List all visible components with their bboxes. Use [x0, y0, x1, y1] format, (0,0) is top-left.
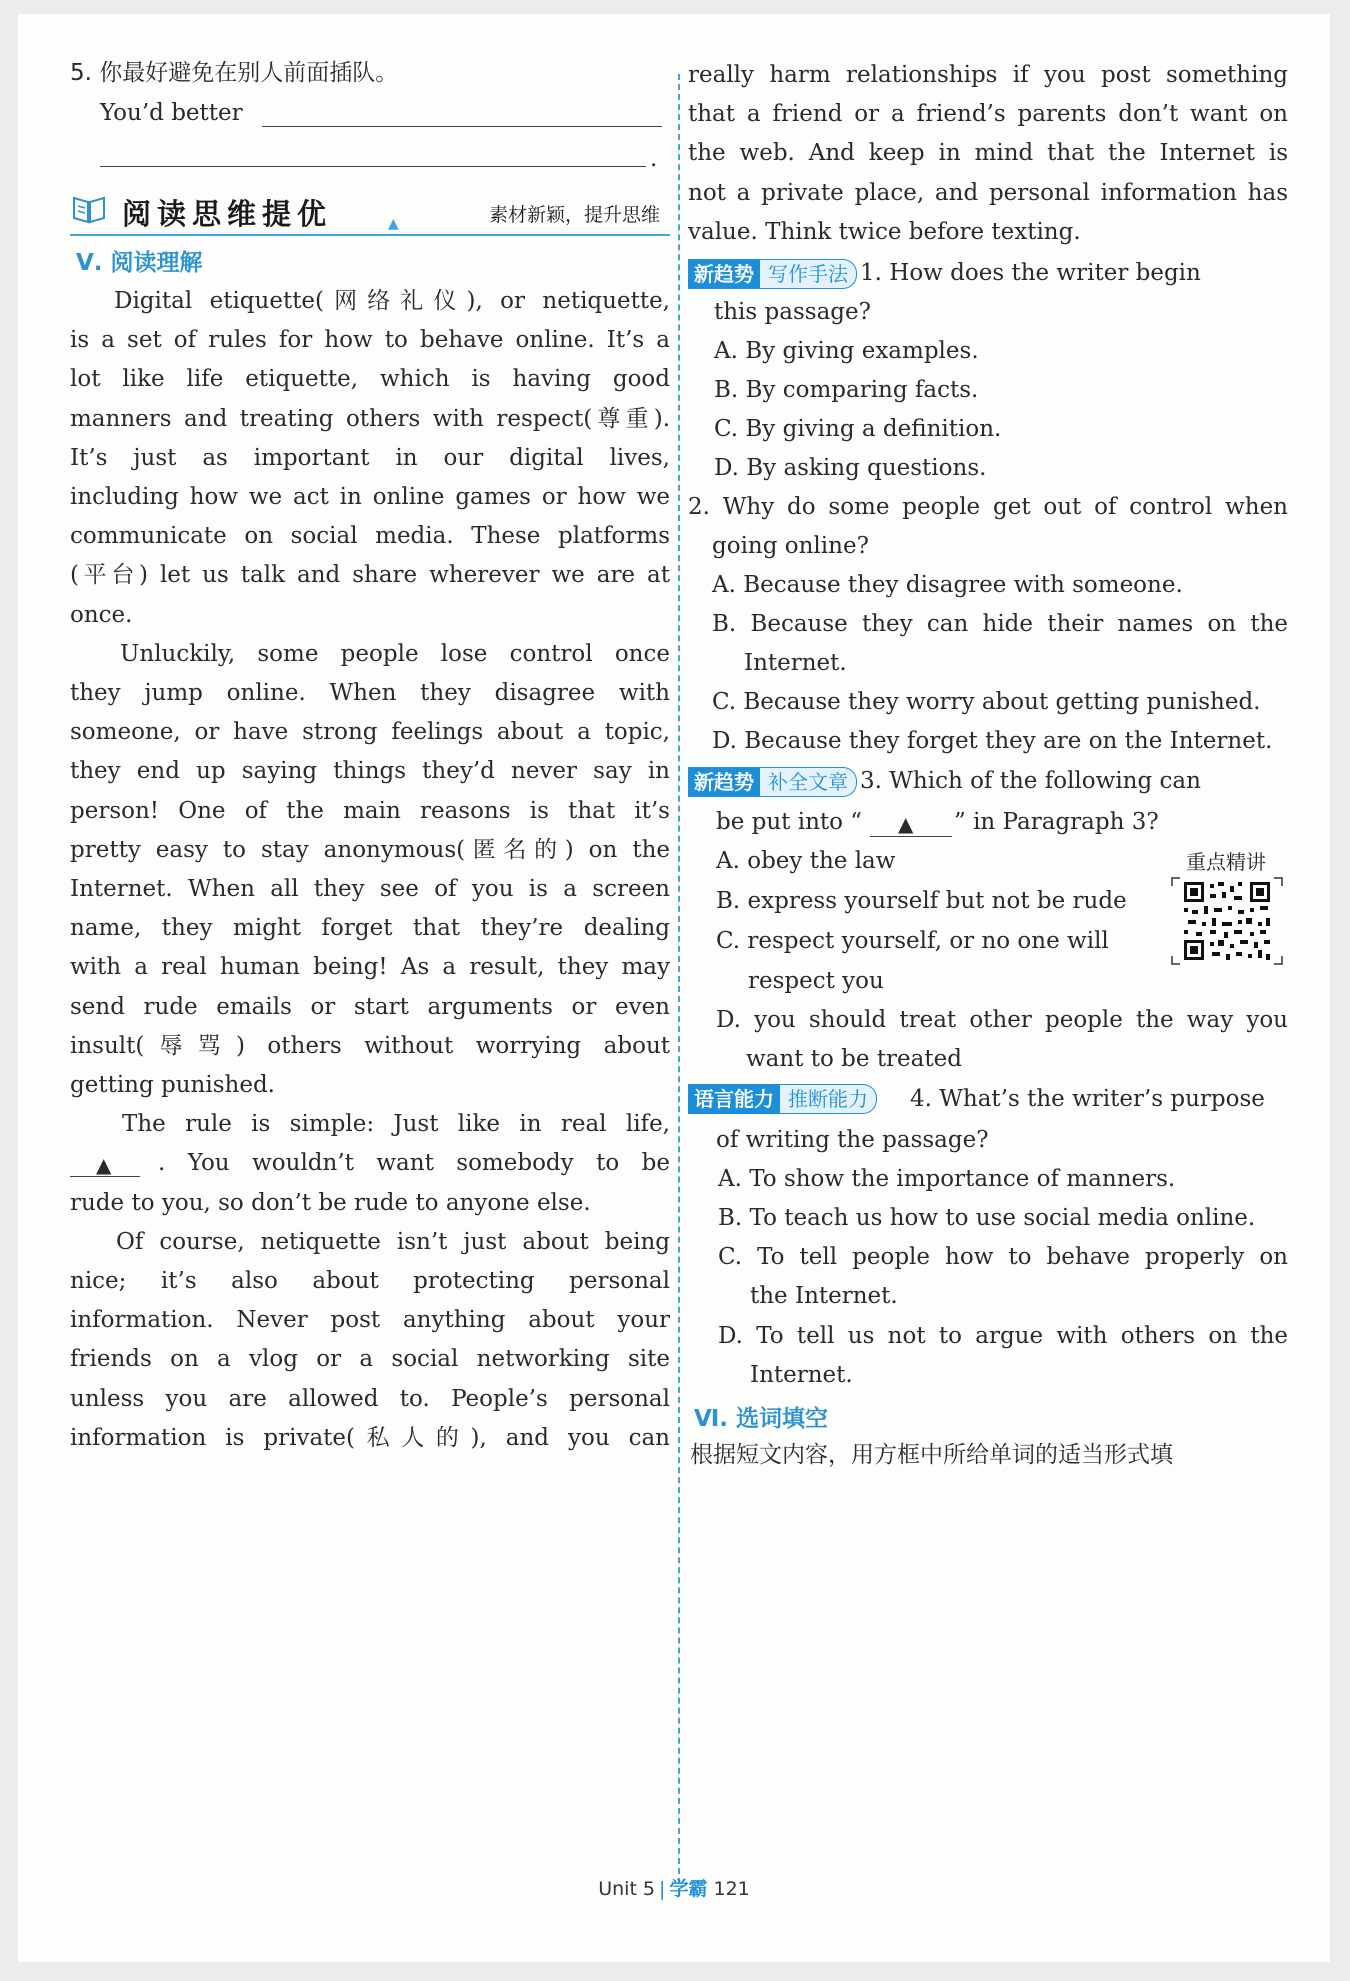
- passage-line: with a real human being! As a result, they may: [70, 954, 670, 981]
- q3-option-c[interactable]: C. respect yourself, or no one will: [716, 928, 1109, 954]
- passage-line: Digital etiquette(网络礼仪), or netiquette,: [114, 288, 670, 314]
- passage-line: Of course, netiquette isn’t just about being: [116, 1228, 670, 1255]
- section-title: 阅读思维提优: [122, 197, 333, 231]
- q2-option-c[interactable]: C. Because they worry about getting punished.: [712, 689, 1261, 715]
- q1-stem-cont: this passage?: [714, 299, 871, 325]
- q3-option-a[interactable]: A. obey the law: [716, 848, 896, 874]
- passage-line: someone, or have strong feelings about a topic,: [70, 719, 670, 746]
- q4-option-c-cont: the Internet.: [750, 1283, 898, 1309]
- worksheet-page: [18, 14, 1330, 1962]
- q4-stem-cont: of writing the passage?: [716, 1127, 989, 1153]
- footer-page-number: 121: [713, 1878, 750, 1900]
- q4-option-a[interactable]: A. To show the importance of manners.: [718, 1166, 1176, 1192]
- q2-option-d[interactable]: D. Because they forget they are on the Internet.: [712, 728, 1273, 754]
- passage-line: that a friend or a friend’s parents don’t want on: [688, 101, 1288, 128]
- q3-tag-trend: 新趋势: [688, 767, 760, 797]
- passage-line: name, they might forget that they’re dealing: [70, 915, 670, 942]
- q2-stem-cont: going online?: [712, 533, 869, 559]
- q1-option-d[interactable]: D. By asking questions.: [714, 455, 987, 481]
- footer-unit: Unit 5: [598, 1878, 656, 1900]
- q2-option-b-cont: Internet.: [744, 650, 847, 676]
- passage-line: value. Think twice before texting.: [688, 218, 1081, 245]
- exercise-5-answer-line-1[interactable]: [262, 126, 662, 127]
- passage-line: pretty easy to stay anonymous(匿名的) on the: [70, 836, 670, 863]
- passage-line: Unluckily, some people lose control once: [120, 640, 670, 667]
- passage-line: really harm relationships if you post something: [688, 62, 1288, 88]
- passage-line: they jump online. When they disagree with: [70, 680, 670, 706]
- book-icon: [72, 194, 106, 224]
- passage-line: is a set of rules for how to behave online. It’s a: [70, 327, 670, 354]
- q3-option-d-cont: want to be treated: [746, 1046, 962, 1072]
- q3-option-c-cont: respect you: [748, 968, 884, 994]
- q1-stem: 1. How does the writer begin: [860, 260, 1201, 286]
- qr-code-icon[interactable]: [1170, 876, 1284, 966]
- exercise-5-prompt: 5. 你最好避免在别人前面插队。: [70, 60, 399, 86]
- q3-stem-cont-b: ” in Paragraph 3?: [954, 809, 1159, 835]
- q4-option-d[interactable]: D. To tell us not to argue with others on the: [718, 1323, 1288, 1349]
- q1-tag-skill: 写作手法: [760, 259, 857, 289]
- section-subtitle: 素材新颖，提升思维: [488, 204, 660, 226]
- passage-line: It’s just as important in our digital lives,: [70, 444, 670, 471]
- q1-tag: [688, 259, 857, 289]
- section-header: [70, 186, 670, 236]
- exercise-5-answer-line-2[interactable]: [100, 166, 646, 167]
- passage-blank-marker: ▲: [96, 1153, 112, 1178]
- passage-line: person! One of the main reasons is that it’s: [70, 797, 670, 824]
- q3-tag-skill: 补全文章: [760, 767, 857, 797]
- passage-line: the web. And keep in mind that the Internet is: [688, 140, 1288, 167]
- qr-label: 重点精讲: [1186, 850, 1266, 874]
- passage-line: send rude emails or start arguments or even: [70, 993, 670, 1020]
- part-6-instruction: 根据短文内容，用方框中所给单词的适当形式填: [690, 1442, 1173, 1468]
- passage-line: information. Never post anything about your: [70, 1307, 670, 1334]
- column-divider: [678, 74, 680, 1884]
- passage-line: (平台) let us talk and share wherever we are at: [70, 562, 670, 589]
- q4-option-c[interactable]: C. To tell people how to behave properly on: [718, 1244, 1288, 1270]
- passage-line: manners and treating others with respect(尊重).: [70, 405, 670, 432]
- q3-blank-marker: ▲: [898, 812, 914, 836]
- exercise-5-period: .: [650, 146, 658, 172]
- q3-option-d[interactable]: D. you should treat other people the way you: [716, 1007, 1288, 1033]
- part-6-heading: Ⅵ. 选词填空: [694, 1406, 829, 1432]
- q1-option-c[interactable]: C. By giving a definition.: [714, 416, 1002, 442]
- passage-line: insult(辱骂) others without worrying about: [70, 1032, 670, 1059]
- part-5-heading: Ⅴ. 阅读理解: [76, 250, 203, 276]
- q2-option-a[interactable]: A. Because they disagree with someone.: [712, 572, 1183, 598]
- q4-tag-skill: 推断能力: [780, 1084, 877, 1114]
- q1-tag-trend: 新趋势: [688, 259, 760, 289]
- passage-line: getting punished.: [70, 1072, 275, 1098]
- q4-option-b[interactable]: B. To teach us how to use social media online.: [718, 1205, 1256, 1231]
- passage-line: nice; it’s also about protecting personal: [70, 1268, 670, 1294]
- passage-line: lot like life etiquette, which is having good: [70, 366, 670, 393]
- footer-brand: 学霸: [669, 1878, 708, 1900]
- passage-line: friends on a vlog or a social networking site: [70, 1346, 670, 1373]
- passage-line: unless you are allowed to. People’s personal: [70, 1385, 670, 1412]
- passage-line: . You wouldn’t want somebody to be: [158, 1150, 670, 1177]
- passage-line: Internet. When all they see of you is a screen: [70, 876, 670, 902]
- q4-tag: [688, 1084, 877, 1114]
- q3-option-b[interactable]: B. express yourself but not be rude: [716, 888, 1127, 914]
- q1-option-a[interactable]: A. By giving examples.: [714, 338, 979, 364]
- passage-line: not a private place, and personal information has: [688, 179, 1288, 206]
- passage-line: The rule is simple: Just like in real life,: [122, 1111, 670, 1138]
- q3-tag: [688, 767, 857, 797]
- passage-line: communicate on social media. These platforms: [70, 523, 670, 550]
- passage-line: once.: [70, 601, 133, 628]
- q1-option-b[interactable]: B. By comparing facts.: [714, 377, 979, 403]
- q2-option-b[interactable]: B. Because they can hide their names on the: [712, 611, 1288, 637]
- q2-stem: 2. Why do some people get out of control when: [688, 494, 1288, 520]
- q4-tag-ability: 语言能力: [688, 1084, 780, 1114]
- page-footer: Unit 5 | 学霸 121: [598, 1878, 750, 1900]
- q3-stem: 3. Which of the following can: [860, 768, 1201, 794]
- q4-stem: 4. What’s the writer’s purpose: [910, 1086, 1265, 1112]
- passage-line: including how we act in online games or how we: [70, 484, 670, 510]
- passage-line: information is private(私人的), and you can: [70, 1424, 670, 1451]
- q4-option-d-cont: Internet.: [750, 1362, 853, 1388]
- q3-stem-cont-a: be put into “: [716, 809, 863, 835]
- passage-line: they end up saying things they’d never say in: [70, 758, 670, 785]
- section-arrow-icon: ▲: [388, 216, 399, 232]
- passage-line: rude to you, so don’t be rude to anyone else.: [70, 1189, 591, 1216]
- exercise-5-lead: You’d better: [100, 100, 243, 126]
